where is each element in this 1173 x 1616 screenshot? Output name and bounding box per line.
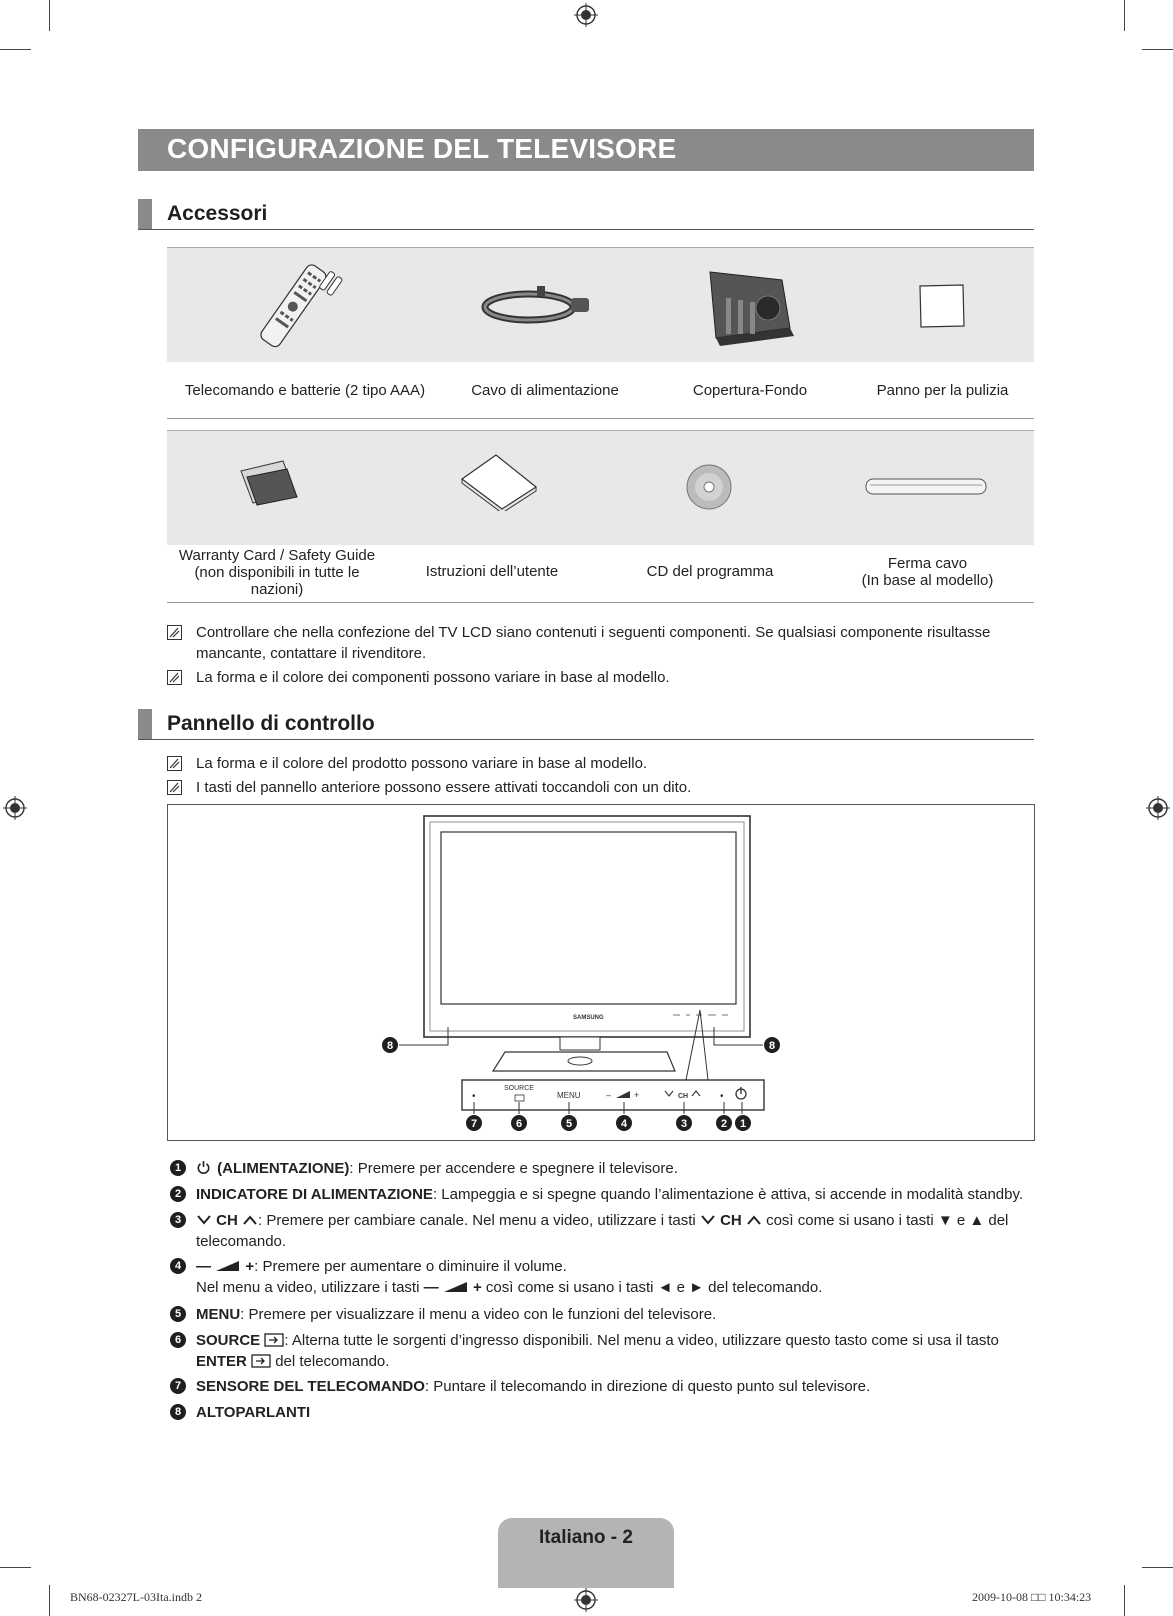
list-item: 6 SOURCE : Alterna tutte le sorgenti d’ingresso disponibili. Nel menu a video, utilizzare questo tasto come si usa il tasto ENTER del telecomando.	[170, 1330, 1040, 1374]
note: Controllare che nella confezione del TV LCD siano contenuti i seguenti componenti. Se qualsiasi componente risultasse mancante, contattare il rivenditore.	[167, 622, 1027, 666]
svg-text:–: –	[606, 1090, 612, 1100]
warranty-card-icon	[237, 457, 301, 509]
note: La forma e il colore del prodotto possono variare in base al modello.	[167, 753, 1027, 775]
power-cable-icon	[481, 280, 593, 332]
page-title-bar	[138, 129, 1034, 171]
control-panel-diagram	[167, 804, 1035, 1141]
callout-1: 1	[739, 1118, 747, 1130]
callout-2: 2	[720, 1118, 728, 1130]
volume-icon	[443, 1281, 469, 1293]
divider	[167, 418, 1034, 419]
brand-logo: SAMSUNG	[573, 1015, 604, 1021]
accessory-label-remote: Telecomando e batterie (2 tipo AAA)	[184, 382, 426, 399]
callout-5: 5	[565, 1118, 573, 1130]
power-icon	[196, 1160, 211, 1175]
chevron-up-icon	[242, 1214, 258, 1226]
callout-6: 6	[515, 1118, 523, 1130]
tv-diagram	[168, 805, 1034, 1140]
list-item: 8 ALTOPARLANTI	[170, 1402, 1040, 1424]
registration-mark-icon	[574, 3, 598, 27]
page-number-tab	[498, 1518, 674, 1588]
accessory-label-bottom-cover: Copertura-Fondo	[692, 382, 808, 399]
svg-text:•: •	[472, 1091, 476, 1102]
page-title: CONFIGURAZIONE DEL TELEVISORE	[167, 133, 677, 164]
svg-text:+: +	[634, 1090, 640, 1100]
volume-icon	[215, 1260, 241, 1272]
crop-mark	[1124, 0, 1125, 31]
bottom-cover-icon	[702, 268, 802, 348]
enter-icon	[251, 1354, 271, 1368]
manual-icon	[460, 453, 540, 511]
control-panel-title: Pannello di controllo	[167, 712, 375, 735]
note-icon	[167, 756, 182, 771]
crop-mark	[1142, 49, 1173, 50]
callout-7: 7	[470, 1118, 478, 1130]
callout-8-left: 8	[386, 1040, 394, 1052]
accessories-row-1	[167, 247, 1034, 362]
registration-mark-icon	[1146, 796, 1170, 820]
crop-mark	[1142, 1567, 1173, 1568]
crop-mark	[49, 0, 50, 31]
callout-3: 3	[680, 1118, 688, 1130]
cable-holder-icon	[864, 475, 990, 499]
divider	[167, 602, 1034, 603]
registration-mark-icon	[3, 796, 27, 820]
cd-icon	[685, 463, 733, 511]
accessory-label-power-cable: Cavo di alimentazione	[471, 382, 619, 399]
note: I tasti del pannello anteriore possono essere attivati toccandoli con un dito.	[167, 777, 1027, 799]
accessories-heading	[138, 199, 1034, 230]
list-item: 5 MENU: Premere per visualizzare il menu a video con le funzioni del televisore.	[170, 1304, 1040, 1326]
chevron-down-icon	[700, 1214, 716, 1226]
control-panel-heading	[138, 709, 1034, 740]
callout-4: 4	[620, 1118, 628, 1130]
note-icon	[167, 780, 182, 795]
list-item: 2 INDICATORE DI ALIMENTAZIONE: Lampeggia e si spegne quando l’alimentazione è attiva, si accende in modalità standby.	[170, 1184, 1040, 1206]
note: La forma e il colore dei componenti possono variare in base al modello.	[167, 667, 1027, 689]
chevron-up-icon	[746, 1214, 762, 1226]
crop-mark	[0, 1567, 31, 1568]
ch-label: CH	[678, 1093, 689, 1100]
list-item: 1 (ALIMENTAZIONE): Premere per accendere e spegnere il televisore.	[170, 1158, 1040, 1180]
accessories-row-2	[167, 430, 1034, 545]
remote-icon	[252, 258, 352, 353]
source-input-icon	[264, 1333, 284, 1347]
cleaning-cloth-icon	[917, 283, 967, 329]
accessory-label-cable-holder: Ferma cavo (In base al modello)	[861, 555, 994, 589]
page-number: Italiano - 2	[539, 1527, 633, 1548]
accessories-title: Accessori	[167, 202, 268, 225]
note-icon	[167, 625, 182, 640]
accessory-label-cleaning-cloth: Panno per la pulizia	[876, 382, 1009, 399]
crop-mark	[0, 49, 31, 50]
note-icon	[167, 670, 182, 685]
crop-mark	[49, 1585, 50, 1616]
list-item: 7 SENSORE DEL TELECOMANDO: Puntare il telecomando in direzione di questo punto sul televisore.	[170, 1376, 1040, 1398]
callout-8-right: 8	[768, 1040, 776, 1052]
file-info: BN68-02327L-03Ita.indb 2	[70, 1590, 202, 1604]
accessory-label-manual: Istruzioni dell’utente	[425, 563, 559, 580]
list-item: 4 — +: Premere per aumentare o diminuire il volume. Nel menu a video, utilizzare i tasti — + così come si usano i tasti ◄ e ► del telecomando.	[170, 1256, 1040, 1300]
list-item: 3 CH : Premere per cambiare canale. Nel menu a video, utilizzare i tasti CH così come si usano i tasti ▼ e ▲ del telecomando.	[170, 1210, 1040, 1254]
print-date: 2009-10-08 □□ 10:34:23	[972, 1590, 1092, 1604]
menu-label: MENU	[557, 1091, 581, 1100]
svg-text:•: •	[720, 1091, 724, 1102]
crop-mark	[1124, 1585, 1125, 1616]
accessory-label-warranty-card: Warranty Card / Safety Guide (non disponibili in tutte le nazioni)	[178, 547, 376, 598]
source-label: SOURCE	[504, 1085, 534, 1092]
chevron-down-icon	[196, 1214, 212, 1226]
registration-mark-icon	[574, 1588, 598, 1612]
accessory-label-cd: CD del programma	[646, 563, 774, 580]
